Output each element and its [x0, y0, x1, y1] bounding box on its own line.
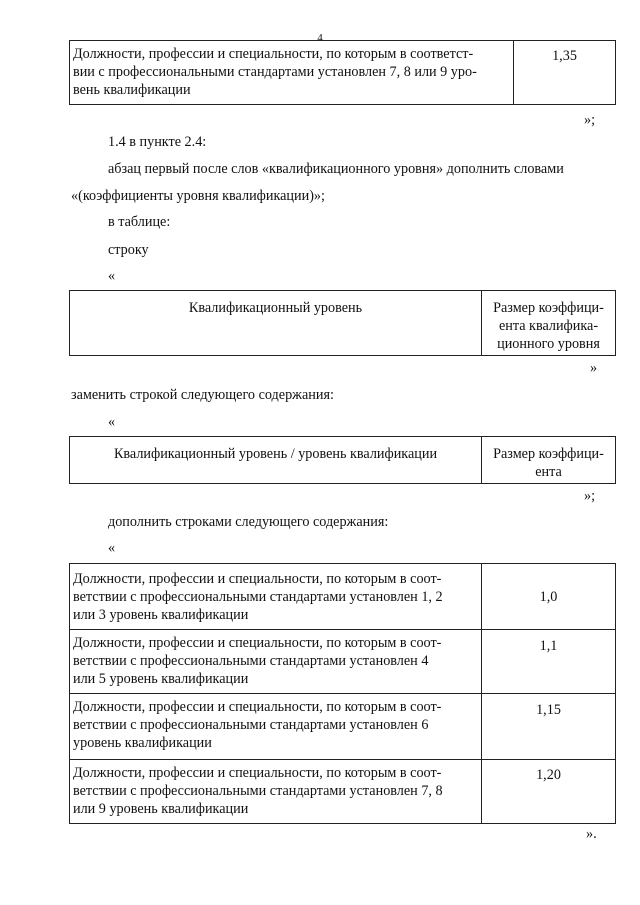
- table-cell-text: [70, 41, 514, 105]
- header-cell-level: [70, 437, 482, 484]
- cell-line: ветствии с профессиональными стандартами установлен 4: [73, 653, 429, 669]
- table-cell-text: [70, 694, 482, 760]
- top-table: [69, 40, 616, 105]
- cell-line: Должности, профессии и специальности, по которым в соот-: [73, 571, 442, 587]
- paragraph-2-line-2: «(коэффициенты уровня квалификации)»;: [71, 188, 325, 204]
- coefficient-value: 1,0: [539, 589, 558, 605]
- table-row: [70, 694, 616, 760]
- cell-line: или 3 уровень квалификации: [73, 607, 249, 623]
- table-cell-text: [70, 564, 482, 630]
- header-cell-coefficient: [482, 291, 616, 356]
- header-line: Размер коэффици-: [493, 446, 604, 462]
- cell-line: Должности, профессии и специальности, по которым в соот-: [73, 699, 442, 715]
- paragraph-5: заменить строкой следующего содержания:: [71, 387, 334, 403]
- closing-quote: ».: [586, 826, 597, 842]
- coefficient-value: 1,1: [539, 638, 558, 654]
- cell-line: уровень квалификации: [73, 735, 212, 751]
- cell-line: или 5 уровень квалификации: [73, 671, 249, 687]
- cell-line: Должности, профессии и специальности, по которым в соот-: [73, 765, 442, 781]
- table-cell-value: [514, 41, 616, 105]
- paragraph-3: в таблице:: [108, 214, 171, 230]
- table-row: [70, 564, 616, 630]
- old-header-table: [69, 290, 616, 356]
- table-row: [70, 437, 616, 484]
- table-cell-value: [482, 694, 616, 760]
- paragraph-1: 1.4 в пункте 2.4:: [108, 134, 207, 150]
- paragraph-2-line-1: абзац первый после слов «квалификационного уровня» дополнить словами: [108, 161, 564, 177]
- header-line: ента: [535, 464, 562, 480]
- header-line: Размер коэффици-: [493, 300, 604, 316]
- header-cell-coefficient: [482, 437, 616, 484]
- closing-quote: »: [590, 360, 598, 376]
- cell-line: или 9 уровень квалификации: [73, 801, 249, 817]
- cell-line: Должности, профессии и специальности, по которым в соответст-: [73, 46, 474, 62]
- table-row: [70, 291, 616, 356]
- header-line: ционного уровня: [497, 336, 600, 352]
- added-rows-table: [69, 563, 616, 824]
- table-row: [70, 760, 616, 824]
- table-row: [70, 41, 616, 105]
- cell-line: ветствии с профессиональными стандартами установлен 1, 2: [73, 589, 443, 605]
- table-cell-value: [482, 760, 616, 824]
- header-cell-level: [70, 291, 482, 356]
- table-cell-value: [482, 630, 616, 694]
- new-header-table: [69, 436, 616, 484]
- table-cell-value: [482, 564, 616, 630]
- cell-line: вень квалификации: [73, 82, 191, 98]
- open-quote: «: [108, 540, 116, 556]
- header-line: ента квалифика-: [498, 318, 599, 334]
- paragraph-6: дополнить строками следующего содержания:: [108, 514, 389, 530]
- cell-line: Должности, профессии и специальности, по которым в соот-: [73, 635, 442, 651]
- cell-line: ветствии с профессиональными стандартами установлен 6: [73, 717, 429, 733]
- page-number: 4: [317, 32, 323, 44]
- coefficient-value: 1,35: [552, 48, 577, 64]
- cell-line: ветствии с профессиональными стандартами установлен 7, 8: [73, 783, 443, 799]
- open-quote: «: [108, 414, 116, 430]
- closing-quote: »;: [584, 112, 596, 128]
- header-label: Квалификационный уровень / уровень квалификации: [113, 446, 438, 462]
- paragraph-4: строку: [108, 242, 149, 258]
- table-cell-text: [70, 760, 482, 824]
- closing-quote: »;: [584, 488, 596, 504]
- table-row: [70, 630, 616, 694]
- open-quote: «: [108, 268, 116, 284]
- coefficient-value: 1,15: [536, 702, 561, 718]
- coefficient-value: 1,20: [536, 767, 561, 783]
- header-label: Квалификационный уровень: [188, 300, 363, 316]
- table-cell-text: [70, 630, 482, 694]
- cell-line: вии с профессиональными стандартами установлен 7, 8 или 9 уро-: [73, 64, 477, 80]
